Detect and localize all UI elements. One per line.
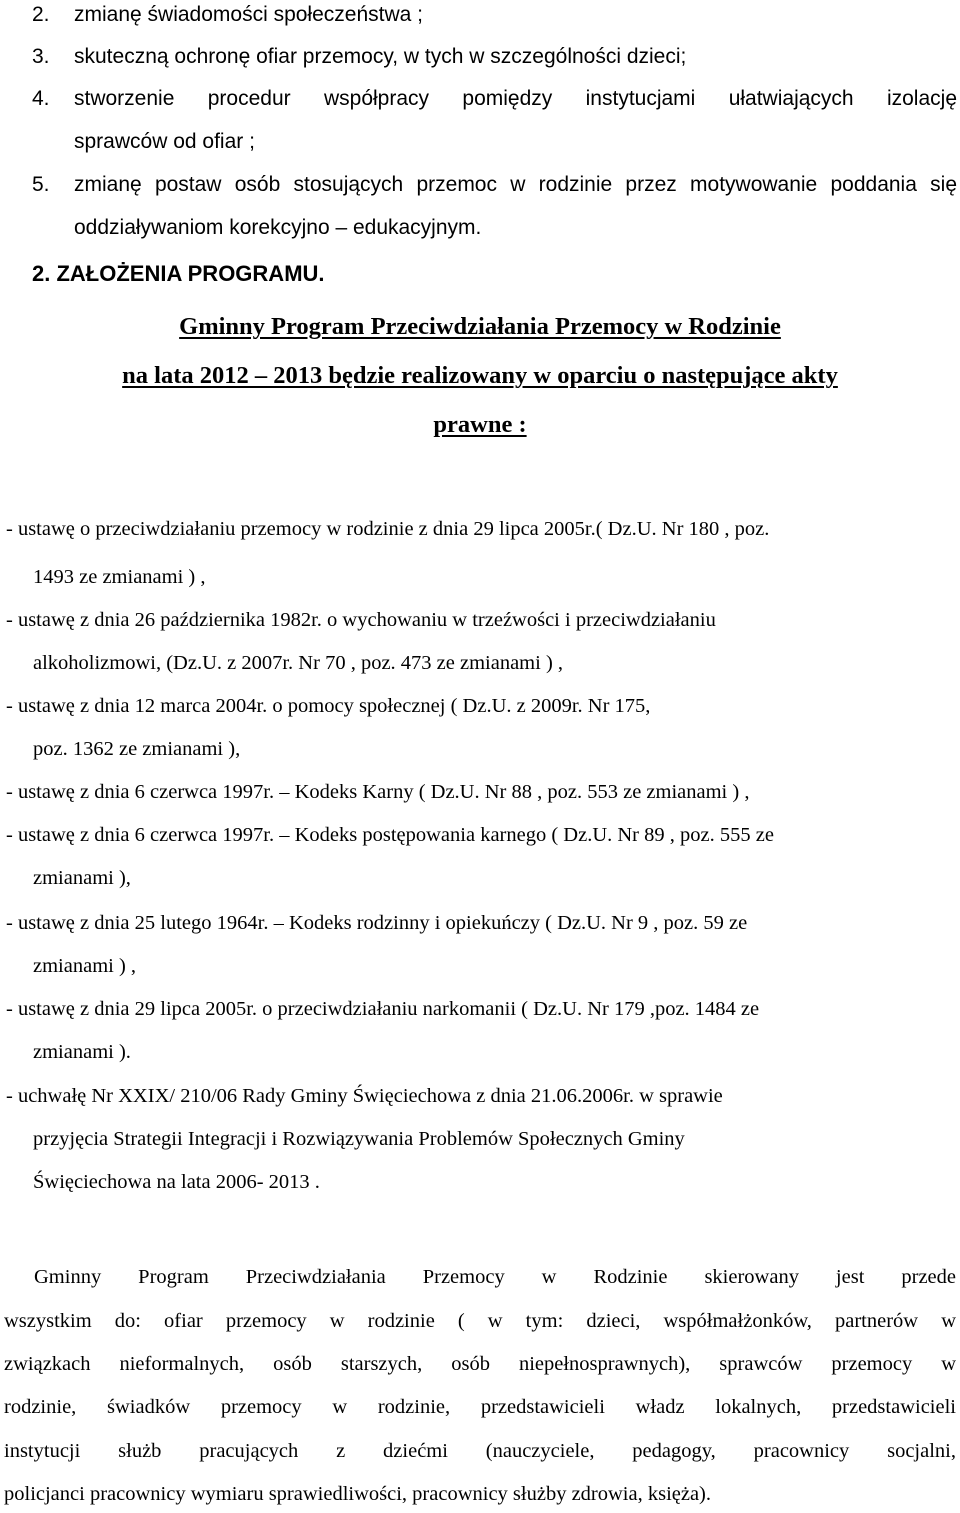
legal-act-7-continuation: zmianami ). bbox=[33, 1041, 131, 1063]
program-title-line-2: na lata 2012 – 2013 będzie realizowany w oparciu o następujące akty bbox=[122, 362, 838, 389]
legal-act-8-continuation-2: Święciechowa na lata 2006- 2013 . bbox=[33, 1171, 320, 1193]
legal-act-5: - ustawę z dnia 6 czerwca 1997r. – Kodeks postępowania karnego ( Dz.U. Nr 89 , poz. 555 ze bbox=[6, 824, 774, 846]
legal-act-2: - ustawę z dnia 26 października 1982r. o wychowaniu w trzeźwości i przeciwdziałaniu bbox=[6, 609, 716, 631]
legal-act-7: - ustawę z dnia 29 lipca 2005r. o przeciwdziałaniu narkomanii ( Dz.U. Nr 179 ,poz. 1484 ze bbox=[6, 998, 760, 1020]
legal-act-1-continuation: 1493 ze zmianami ) , bbox=[33, 566, 206, 588]
goal-item-5-continuation: oddziaływaniom korekcyjno – edukacyjnym. bbox=[74, 216, 482, 239]
goal-text: stworzenie procedur współpracy pomiędzy instytucjami ułatwiających izolację bbox=[74, 87, 957, 110]
legal-act-1: - ustawę o przeciwdziałaniu przemocy w rodzinie z dnia 29 lipca 2005r.( Dz.U. Nr 180 , poz. bbox=[6, 518, 770, 540]
paragraph-line-4: rodzinie, świadków przemocy w rodzinie, przedstawicieli władz lokalnych, przedstawicieli bbox=[4, 1396, 956, 1418]
legal-act-5-continuation: zmianami ), bbox=[33, 867, 131, 889]
goal-number: 3. bbox=[32, 45, 50, 68]
legal-act-3-continuation: poz. 1362 ze zmianami ), bbox=[33, 738, 241, 760]
legal-act-8: - uchwałę Nr XXIX/ 210/06 Rady Gminy Święciechowa z dnia 21.06.2006r. w sprawie bbox=[6, 1085, 723, 1107]
legal-act-2-continuation: alkoholizmowi, (Dz.U. z 2007r. Nr 70 , poz. 473 ze zmianami ) , bbox=[33, 652, 564, 674]
legal-act-3: - ustawę z dnia 12 marca 2004r. o pomocy społecznej ( Dz.U. z 2009r. Nr 175, bbox=[6, 695, 651, 717]
goal-item-4-continuation: sprawców od ofiar ; bbox=[74, 130, 255, 153]
goal-text: zmianę postaw osób stosujących przemoc w rodzinie przez motywowanie poddania się bbox=[74, 173, 957, 196]
goal-text: skuteczną ochronę ofiar przemocy, w tych w szczególności dzieci; bbox=[74, 45, 687, 68]
goal-number: 5. bbox=[32, 173, 50, 196]
goal-item-3 bbox=[32, 45, 686, 69]
goal-item-4 bbox=[32, 87, 957, 111]
section-heading: 2. ZAŁOŻENIA PROGRAMU. bbox=[32, 261, 325, 286]
program-title-line-1: Gminny Program Przeciwdziałania Przemocy w Rodzinie bbox=[179, 313, 781, 340]
legal-act-6-continuation: zmianami ) , bbox=[33, 955, 137, 977]
goal-number: 2. bbox=[32, 3, 50, 26]
goal-item-2 bbox=[32, 3, 423, 27]
legal-act-8-continuation: przyjęcia Strategii Integracji i Rozwiązywania Problemów Społecznych Gminy bbox=[33, 1128, 685, 1150]
paragraph-line-5: instytucji służb pracujących z dziećmi (nauczyciele, pedagogy, pracownicy socjalni, bbox=[4, 1440, 956, 1462]
goal-number: 4. bbox=[32, 87, 50, 110]
paragraph-line-6: policjanci pracownicy wymiaru sprawiedliwości, pracownicy służby zdrowia, księża). bbox=[4, 1483, 712, 1505]
goal-text: zmianę świadomości społeczeństwa ; bbox=[74, 3, 423, 26]
legal-act-4: - ustawę z dnia 6 czerwca 1997r. – Kodeks Karny ( Dz.U. Nr 88 , poz. 553 ze zmianami ) , bbox=[6, 781, 750, 803]
legal-act-6: - ustawę z dnia 25 lutego 1964r. – Kodeks rodzinny i opiekuńczy ( Dz.U. Nr 9 , poz. 59 ze bbox=[6, 912, 748, 934]
paragraph-line-3: związkach nieformalnych, osób starszych, osób niepełnosprawnych), sprawców przemocy w bbox=[4, 1353, 956, 1375]
program-title-line-3: prawne : bbox=[433, 411, 527, 438]
goal-item-5 bbox=[32, 173, 957, 197]
paragraph-line-1: Gminny Program Przeciwdziałania Przemocy w Rodzinie skierowany jest przede bbox=[34, 1266, 956, 1288]
paragraph-line-2: wszystkim do: ofiar przemocy w rodzinie ( w tym: dzieci, współmałżonków, partnerów w bbox=[4, 1310, 956, 1332]
